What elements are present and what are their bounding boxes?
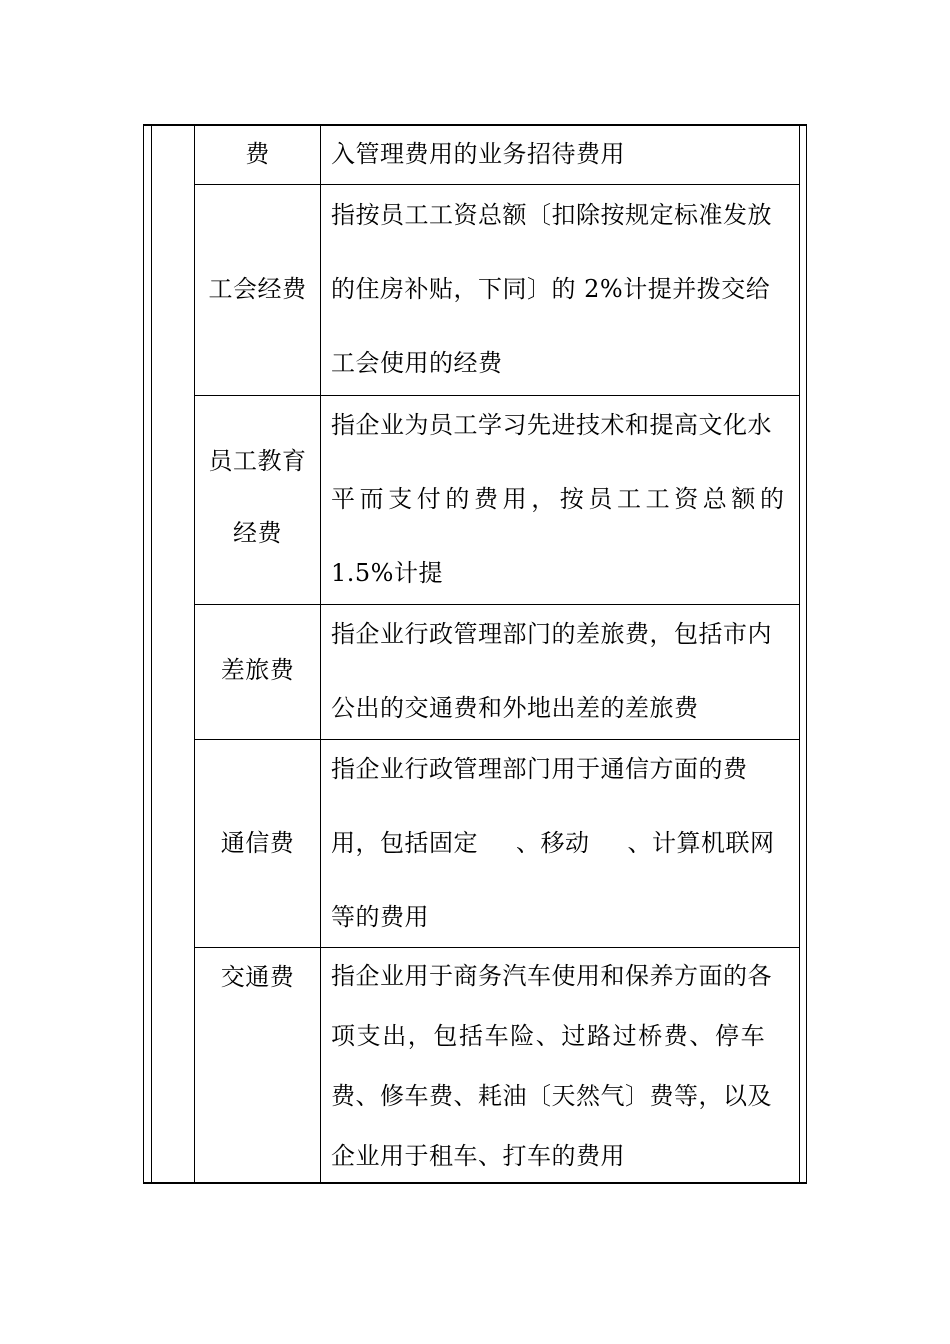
expense-description: 指企业用于商务汽车使用和保养方面的各 项支出，包括车险、过路过桥费、停车 费、修车费、耗油〔天然气〕费等，以及 企业用于租车、打车的费用 xyxy=(331,962,772,1170)
table-row xyxy=(195,252,320,326)
expense-name: 交通费 xyxy=(220,963,295,991)
table-left-border-inner xyxy=(151,124,152,1184)
table-right-border-inner xyxy=(799,124,800,1184)
expense-description: 指企业行政管理部门用于通信方面的费 用，包括固定 、移动 、计算机联网 等的费用 xyxy=(331,755,775,931)
expense-name: 差旅费 xyxy=(220,656,295,684)
expense-description: 指企业为员工学习先进技术和提高文化水 平而支付的费用，按员工工资总额的 1.5%计提 xyxy=(331,411,789,587)
expense-name: 员工教育 xyxy=(208,447,307,475)
table-row xyxy=(195,424,320,570)
expense-name: 工会经费 xyxy=(208,275,307,303)
expense-description: 指企业行政管理部门的差旅费，包括市内 公出的交通费和外地出差的差旅费 xyxy=(331,620,772,722)
table-left-border-outer xyxy=(143,124,144,1184)
expense-name: 经费 xyxy=(233,519,282,547)
table-row xyxy=(195,117,320,191)
table-right-border-outer xyxy=(806,124,807,1184)
expense-description: 指按员工工资总额〔扣除按规定标准发放 的住房补贴，下同〕的 2%计提并拨交给 工会使用的经费 xyxy=(331,201,772,377)
expense-description: 入管理费用的业务招待费用 xyxy=(331,140,625,168)
expense-name: 通信费 xyxy=(220,829,295,857)
table-row xyxy=(195,633,320,707)
table-row xyxy=(195,940,320,1014)
expense-name: 费 xyxy=(245,140,270,168)
column-divider-2 xyxy=(320,124,321,1184)
table-row xyxy=(195,806,320,880)
